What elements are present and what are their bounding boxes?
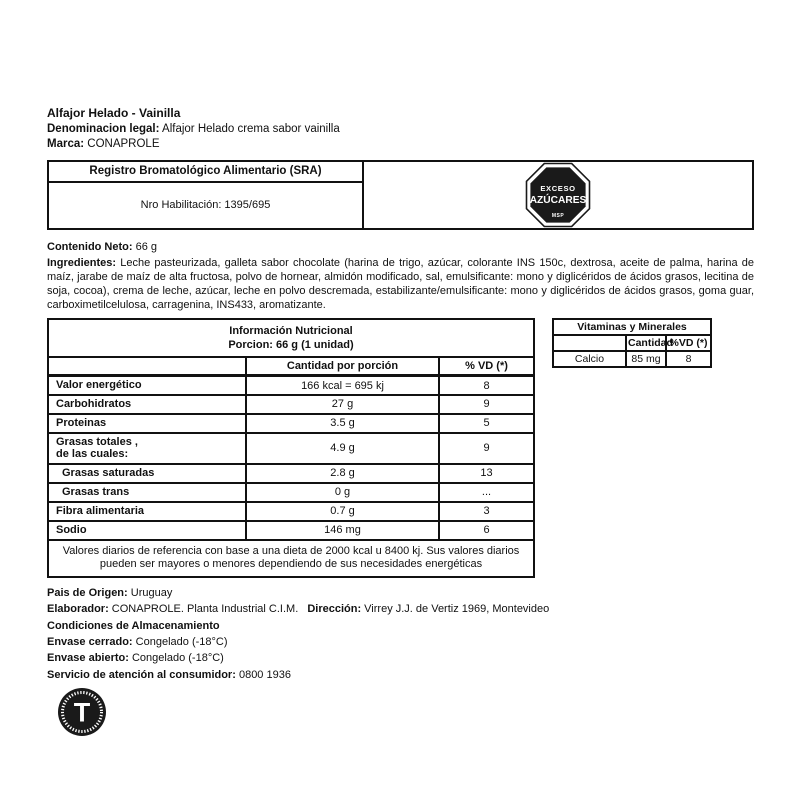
closed-package-line — [47, 634, 754, 650]
open-package-line — [47, 650, 754, 666]
seal-line3: MSP — [551, 212, 565, 219]
nutrient-qty: 27 g — [246, 395, 439, 414]
table-row — [48, 464, 534, 483]
nutrient-name: Proteinas — [48, 414, 246, 433]
net-content-value: 66 g — [135, 240, 158, 253]
product-title: Alfajor Helado - Vainilla — [47, 106, 181, 120]
nutrient-name: Fibra alimentaria — [48, 502, 246, 521]
vitamins-title-row — [553, 319, 711, 335]
table-row — [48, 395, 534, 414]
nutrient-name: Grasas trans — [48, 483, 246, 502]
brand-label: Marca: — [47, 138, 85, 150]
product-header — [47, 106, 754, 153]
vitamins-colhead-empty — [553, 335, 626, 351]
brand-line — [47, 137, 754, 153]
net-content-line — [47, 241, 754, 253]
nutrition-footnote: Valores diarios de referencia con base a una dieta de 2000 kcal u 8400 kj. Sus valores diarios pueden ser mayores o menores dependiendo de sus necesidades energéticas — [48, 540, 534, 577]
mineral-qty: 85 mg — [626, 351, 666, 367]
nutrition-title-cell — [48, 319, 534, 357]
nutrient-vd: ... — [439, 483, 534, 502]
ingredients-label: Ingredientes: — [47, 256, 117, 269]
transgenic-letter: T — [73, 697, 91, 728]
excess-sugar-octagon-icon — [525, 162, 591, 228]
nutrient-qty: 4.9 g — [246, 433, 439, 464]
address-value: Virrey J.J. de Vertiz 1969, Montevideo — [364, 603, 550, 616]
nutrient-qty: 3.5 g — [246, 414, 439, 433]
nutrient-vd: 3 — [439, 502, 534, 521]
nutrient-vd: 6 — [439, 521, 534, 540]
vitamins-title: Vitaminas y Minerales — [553, 319, 711, 335]
nutrient-qty: 0.7 g — [246, 502, 439, 521]
closed-package-value: Congelado (-18°C) — [135, 636, 228, 649]
closed-package-label: Envase cerrado: — [47, 636, 133, 649]
address-label: Dirección: — [307, 603, 362, 616]
maker-line — [47, 601, 754, 617]
vitamins-table — [552, 318, 712, 368]
table-row — [48, 414, 534, 433]
origin-value: Uruguay — [130, 586, 173, 599]
seal-cell — [364, 162, 752, 228]
ingredients-text: Leche pasteurizada, galleta sabor chocolate (harina de trigo, azúcar, colorante INS 150c, dextrosa, aceite de palma, harina de maíz, jarabe de maíz de alta fructosa, polvo de hornear, almidón modificado, sal, emulsificante: mono y diglicéridos de ácidos grasos, lecitina de soja, cocoa), crema de leche, azúcar, leche en polvo descremada, estabilizante/emulsificante: mono y diglicéridos de ácidos grasos, goma guar, carboximetilcelulosa, carragenina, INS433, aromatizante. — [47, 256, 754, 312]
origin-label: Pais de Origen: — [47, 586, 128, 599]
nutrition-table — [47, 318, 535, 578]
nutrient-vd: 9 — [439, 433, 534, 464]
registry-habilitation: Nro Habilitación: 1395/695 — [140, 199, 271, 211]
details-block — [47, 585, 754, 683]
tables-row — [47, 318, 754, 578]
nutrient-qty: 0 g — [246, 483, 439, 502]
transgenic-T-seal-icon — [56, 686, 108, 738]
registry-title: Registro Bromatológico Alimentario (SRA) — [49, 162, 362, 183]
nutrient-name — [48, 433, 246, 464]
nutrient-name-line1: Grasas totales , — [56, 435, 138, 448]
vitamins-colhead-vd: %VD (*) — [666, 335, 711, 351]
consumer-service-label: Servicio de atención al consumidor: — [47, 668, 236, 681]
registry-box — [47, 160, 754, 230]
table-row — [48, 483, 534, 502]
mineral-name: Calcio — [553, 351, 626, 367]
storage-title: Condiciones de Almacenamiento — [47, 619, 220, 632]
legal-name-line — [47, 122, 754, 138]
nutrient-qty: 166 kcal = 695 kj — [246, 376, 439, 395]
origin-line — [47, 585, 754, 601]
nutrient-name: Sodio — [48, 521, 246, 540]
registry-cell — [49, 162, 364, 228]
vitamins-colhead-qty: Cantidad — [628, 337, 673, 350]
nutrient-vd: 9 — [439, 395, 534, 414]
seal-line2: AZÚCARES — [529, 194, 587, 206]
nutrient-vd: 8 — [439, 376, 534, 395]
consumer-service-line — [47, 667, 754, 683]
maker-value: CONAPROLE. Planta Industrial C.I.M. — [111, 603, 299, 616]
net-content-label: Contenido Neto: — [47, 240, 133, 253]
brand-value: CONAPROLE — [87, 138, 160, 150]
nutrition-footnote-row — [48, 540, 534, 577]
vitamins-column-header-row — [553, 335, 711, 351]
nutrition-colhead-qty: Cantidad por porción — [246, 357, 439, 376]
legal-name-label: Denominacion legal: — [47, 122, 160, 135]
table-row — [48, 521, 534, 540]
nutrient-qty: 146 mg — [246, 521, 439, 540]
table-row — [553, 351, 711, 367]
nutrition-portion: Porcion: 66 g (1 unidad) — [228, 339, 354, 352]
nutrient-name: Grasas saturadas — [48, 464, 246, 483]
consumer-service-value: 0800 1936 — [238, 668, 291, 681]
maker-label: Elaborador: — [47, 603, 109, 616]
nutrient-name-line2: de las cuales: — [56, 448, 129, 461]
table-row — [48, 502, 534, 521]
transgenic-seal — [56, 686, 754, 743]
seal-line1: EXCESO — [540, 183, 576, 193]
mineral-vd: 8 — [666, 351, 711, 367]
ingredients-paragraph — [47, 256, 754, 313]
table-row — [48, 433, 534, 464]
nutrient-vd: 13 — [439, 464, 534, 483]
nutrition-title-row — [48, 319, 534, 357]
nutrient-qty: 2.8 g — [246, 464, 439, 483]
nutrient-name: Carbohidratos — [48, 395, 246, 414]
nutrient-vd: 5 — [439, 414, 534, 433]
nutrition-column-header-row — [48, 357, 534, 376]
nutrition-colhead-vd: % VD (*) — [439, 357, 534, 376]
open-package-value: Congelado (-18°C) — [131, 652, 224, 665]
nutrition-colhead-empty — [48, 357, 246, 376]
legal-name-value: Alfajor Helado crema sabor vainilla — [162, 122, 340, 135]
open-package-label: Envase abierto: — [47, 652, 129, 665]
table-row — [48, 376, 534, 395]
nutrient-name: Valor energético — [48, 376, 246, 395]
label-content — [47, 106, 754, 743]
nutrition-title: Información Nutricional — [229, 325, 353, 338]
